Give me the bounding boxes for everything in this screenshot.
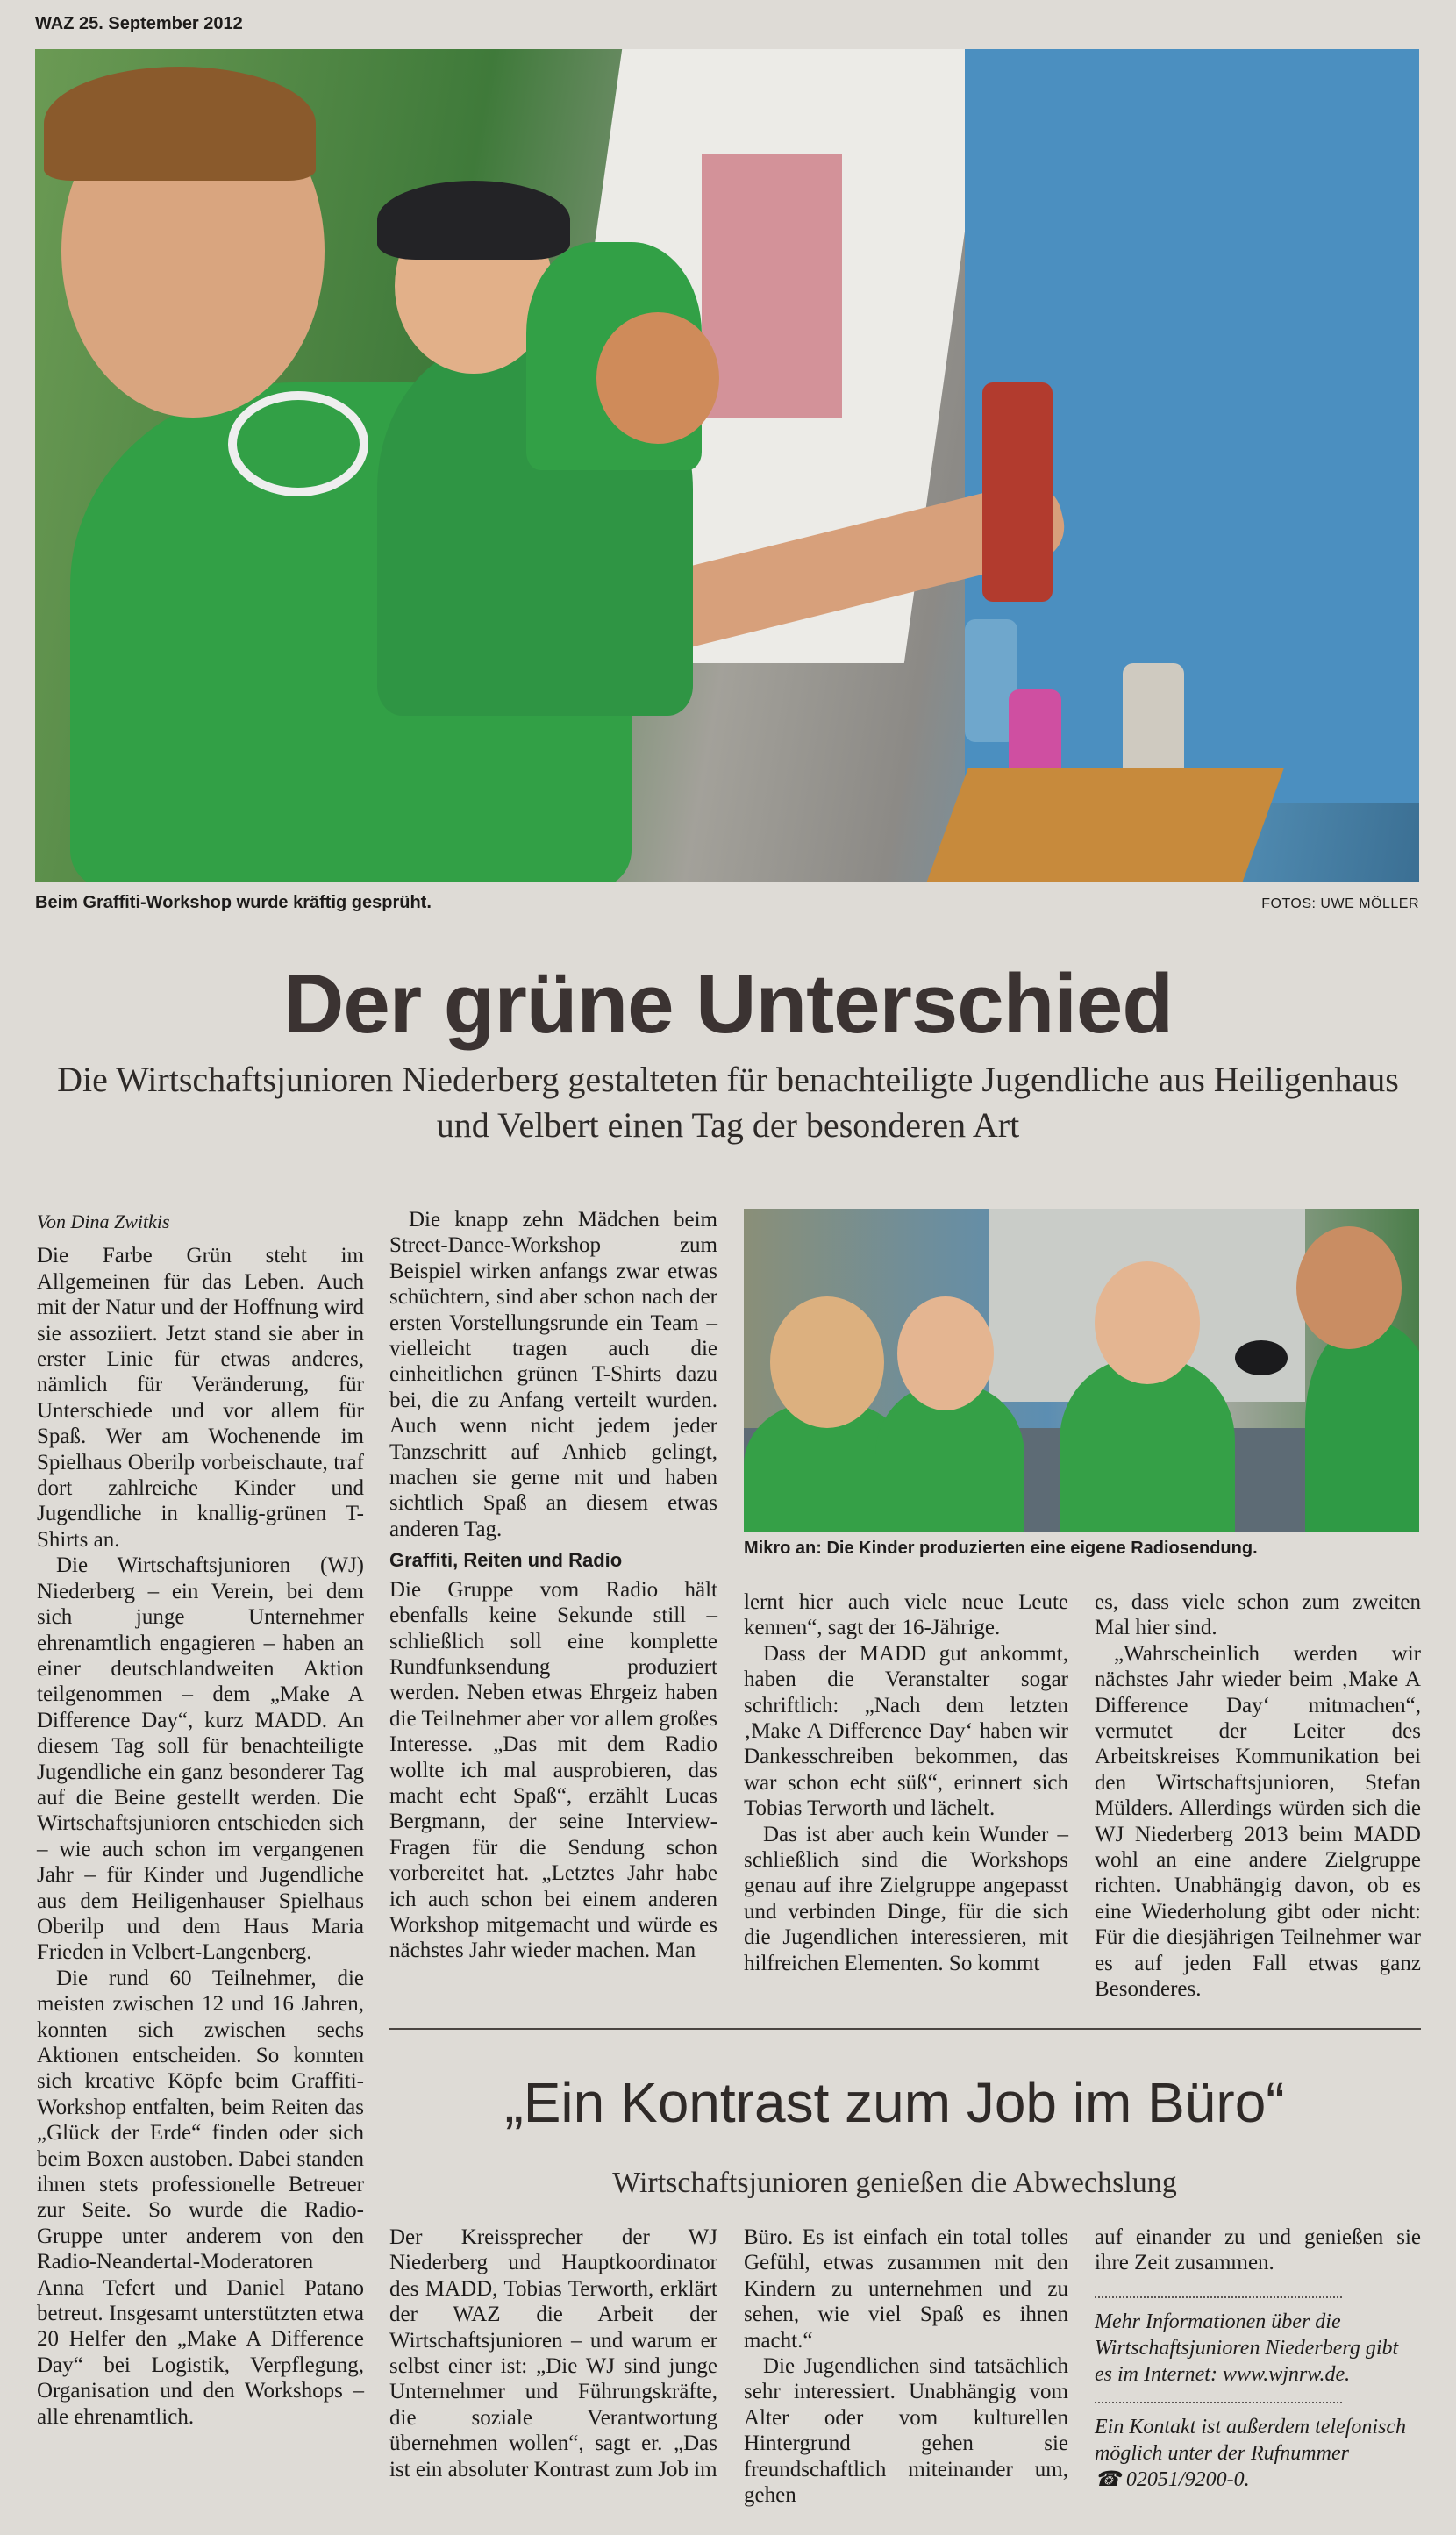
byline: Von Dina Zwitkis: [37, 1210, 170, 1232]
article-column-1: [37, 1209, 364, 2430]
info-contact-text: Ein Kontakt ist außerdem telefonisch möglich unter der Rufnummer: [1095, 2416, 1407, 2465]
article-column-2: [389, 1207, 717, 1964]
paragraph: Büro. Es ist einfach ein total tolles Gefühl, etwas zusammen mit den Kindern zu unternehmen und zu sehen, wie viel Spaß es ihnen macht.“: [744, 2225, 1068, 2353]
paragraph: Die Gruppe vom Radio hält ebenfalls keine Sekunde still – schließlich soll eine komplette Rundfunksendung produziert werden. Neben etwas Ehrgeiz haben die Teilnehmer aber vor allem großes Interesse. „Das mit dem Radio wollte ich mal ausprobieren, das macht echt Spaß“, erzählt Lucas Bergmann, der seine Interview-Fragen für die Sendung schon vorbereitet hat. „Letztes Jahr habe ich auch schon bei einem anderen Workshop mitgemacht und würde es nächstes Jahr wieder machen. Man: [389, 1577, 717, 1963]
article-column-3: [744, 1589, 1068, 1976]
paragraph: Die knapp zehn Mädchen beim Street-Dance-Workshop zum Beispiel wirken anfangs zwar etwas schüchtern, sind aber schon nach der ersten Vorstellungsrunde ein Team – vielleicht tragen auch die einheitlichen grünen T-Shirts dazu bei, die zu Anfang verteilt wurden. Auch wenn nicht jedem jeder Tanzschritt auf Anhieb gelingt, machen sie gerne mit und haben sichtlich Spaß an diesem etwas anderen Tag.: [389, 1208, 717, 1541]
headline-2: „Ein Kontrast zum Job im Büro“: [504, 2071, 1285, 2134]
article2-column-2: [389, 2224, 717, 2482]
photo-credit: FOTOS: UWE MÖLLER: [1261, 896, 1419, 911]
phone-number: 02051/9200-0.: [1125, 2468, 1250, 2491]
phone-icon: ☎: [1095, 2468, 1121, 2491]
article-column-4: [1095, 1589, 1421, 2003]
paragraph: Die Jugendlichen sind tatsächlich sehr interessiert. Unabhängig vom Alter oder vom kulturellen Hintergrund gehen sie freundschaftlich miteinander um, gehen: [744, 2354, 1068, 2508]
dotted-divider: [1095, 2402, 1342, 2403]
paragraph: Die rund 60 Teilnehmer, die meisten zwischen 12 und 16 Jahren, konnten sich zwischen sechs Aktionen entscheiden. So konnten sich kreative Köpfe beim Graffiti-Workshop entfalten, beim Reiten das „Glück der Erde“ finden oder sich beim Boxen austoben. Dabei standen ihnen stets professionelle Betreuer zur Seite. So wurde die Radio-Gruppe unter anderem von den Radio-Neandertal-Moderatoren Anna Tefert und Daniel Patano betreut. Insgesamt unterstützten etwa 20 Helfer den „Make A Difference Day“ bei Logistik, Verpflegung, Organisation und den Workshops – alle ehrenamtlich.: [37, 1966, 364, 2429]
paragraph: Dass der MADD gut ankommt, haben die Veranstalter sogar schriftlich: „Nach dem letzten ‚Make A Difference Day‘ haben wir Dankesschreiben bekommen, das war schon echt süß“, erinnert sich Tobias Terworth und lächelt.: [744, 1641, 1068, 1821]
photo-graffiti-workshop: [35, 49, 1419, 882]
section-subtitle: Graffiti, Reiten und Radio: [389, 1549, 623, 1572]
subhead-2: Wirtschaftsjunioren genießen die Abwechslung: [612, 2167, 1177, 2199]
dotted-divider: [1095, 2296, 1342, 2298]
paragraph: auf einander zu und genießen sie ihre Zeit zusammen.: [1095, 2225, 1421, 2275]
photo-radio-kids: [744, 1209, 1419, 1532]
paragraph: Die Wirtschaftsjunioren (WJ) Niederberg – ein Verein, bei dem sich junge Unternehmer ehrenamtlich engagieren – haben an einer deutschlandweiten Aktion teilgenommen – dem „Make A Difference Day“, kurz MADD. An diesem Tag soll für benachteiligte Jugendliche ein ganz besonderer Tag auf die Beine gestellt werden. Die Wirtschaftsjunioren entschieden sich – wie auch schon im vergangenen Jahr – für Kinder und Jugendliche aus dem Heiligenhauser Spielhaus Oberilp und dem Haus Maria Frieden in Velbert-Langenberg.: [37, 1553, 364, 1965]
subhead: Die Wirtschaftsjunioren Niederberg gestalteten für benachteiligte Jugendliche aus Heiligenhaus und Velbert einen Tag der besonderen Art: [57, 1060, 1399, 1145]
paragraph: es, dass viele schon zum zweiten Mal hier sind.: [1095, 1590, 1421, 1640]
photo-caption-main: Beim Graffiti-Workshop wurde kräftig gesprüht.: [35, 893, 432, 912]
paragraph: Das ist aber auch kein Wunder – schließlich sind die Workshops genau auf ihre Zielgruppe angepasst und verbinden Dinge, für die sich die Jugendlichen interessieren, mit hilfreichen Elementen. So kommt: [744, 1822, 1068, 1975]
info-web: Mehr Informationen über die Wirtschaftsjunioren Niederberg gibt es im Internet: www.wjnrw.de.: [1095, 2310, 1399, 2386]
article2-column-3: [744, 2224, 1068, 2508]
article2-column-4: [1095, 2224, 1421, 2276]
dateline: WAZ 25. September 2012: [35, 14, 243, 33]
headline: Der grüne Unterschied: [283, 957, 1173, 1051]
photo-caption-small: Mikro an: Die Kinder produzierten eine eigene Radiosendung.: [744, 1539, 1258, 1558]
paragraph: Die Farbe Grün steht im Allgemeinen für das Leben. Auch mit der Natur und der Hoffnung wird sie assoziiert. Jetzt stand sie aber in erster Linie für etwas anderes, nämlich für Veränderung, für Unterschiede und vor allem für Spaß. Wer am Wochenende im Spielhaus Oberilp vorbeischaute, traf dort zahlreiche Kinder und Jugendliche in knallig-grünen T-Shirts an.: [37, 1244, 364, 1552]
section-divider: [389, 2028, 1421, 2030]
paragraph: Der Kreissprecher der WJ Niederberg und Hauptkoordinator des MADD, Tobias Terworth, erklärt der WAZ die Arbeit der Wirtschaftsjunioren – und warum er selbst einer ist: „Die WJ sind junge Unternehmer und Führungskräfte, die soziale Verantwortung übernehmen wollen“, sagt er. „Das ist ein absoluter Kontrast zum Job im: [389, 2225, 717, 2481]
paragraph: „Wahrscheinlich werden wir nächstes Jahr wieder beim ‚Make A Difference Day‘ mitmachen“, vermutet der Leiter des Arbeitskreises Kommunikation bei den Wirtschaftsjunioren, Stefan Mülders. Allerdings würden sich die WJ Niederberg 2013 beim MADD wohl an eine andere Zielgruppe richten. Unabhängig davon, ob es eine Wiederholung gibt oder nicht: Für die diesjährigen Teilnehmer war es auf jeden Fall etwas ganz Besonderes.: [1095, 1641, 1421, 2002]
info-contact: [1095, 2414, 1421, 2493]
paragraph: lernt hier auch viele neue Leute kennen“, sagt der 16-Jährige.: [744, 1590, 1068, 1640]
